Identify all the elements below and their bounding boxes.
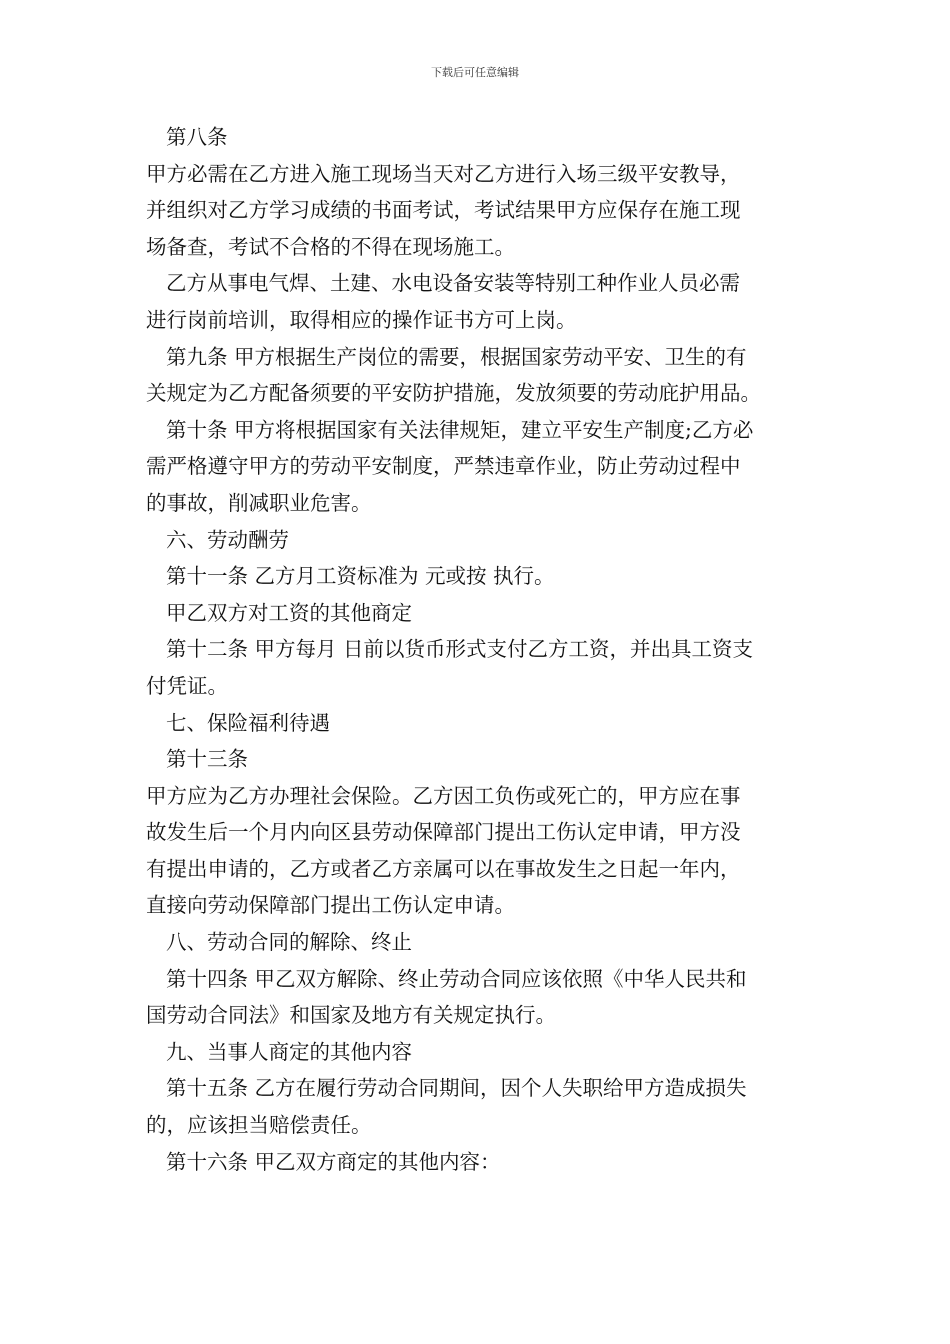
text-line: 第十五条 乙方在履行劳动合同期间，因个人失职给甲方造成损失 <box>166 1076 747 1101</box>
document-body <box>146 119 814 1180</box>
page-header: 下载后可任意编辑 <box>431 66 519 79</box>
text-line: 第十四条 甲乙双方解除、终止劳动合同应该依照《中华人民共和 <box>166 966 747 991</box>
text-line: 并组织对乙方学习成绩的书面考试，考试结果甲方应保存在施工现 <box>146 198 741 223</box>
text-line: 第八条 <box>166 125 228 149</box>
text-line: 九、当事人商定的其他内容 <box>166 1039 412 1064</box>
text-line: 国劳动合同法》和国家及地方有关规定执行。 <box>146 1003 556 1028</box>
text-line: 有提出申请的，乙方或者乙方亲属可以在事故发生之日起一年内， <box>146 856 741 881</box>
text-line: 第十六条 甲乙双方商定的其他内容： <box>166 1149 501 1174</box>
text-line: 甲方应为乙方办理社会保险。乙方因工负伤或死亡的，甲方应在事 <box>146 783 741 808</box>
text-line: 付凭证。 <box>146 673 228 698</box>
text-line: 第九条 甲方根据生产岗位的需要，根据国家劳动平安、卫生的有 <box>166 344 747 369</box>
text-line: 需严格遵守甲方的劳动平安制度，严禁违章作业，防止劳动过程中 <box>146 454 741 479</box>
text-line: 七、保险福利待遇 <box>166 710 330 735</box>
text-line: 关规定为乙方配备须要的平安防护措施，发放须要的劳动庇护用品。 <box>146 381 761 406</box>
text-line: 甲方必需在乙方进入施工现场当天对乙方进行入场三级平安教导， <box>146 161 741 186</box>
text-line: 八、劳动合同的解除、终止 <box>166 930 412 955</box>
text-line: 甲乙双方对工资的其他商定 <box>166 600 412 625</box>
text-line: 直接向劳动保障部门提出工伤认定申请。 <box>146 893 515 918</box>
text-line: 第十一条 乙方月工资标准为 元或按 执行。 <box>166 564 555 589</box>
text-line: 进行岗前培训，取得相应的操作证书方可上岗。 <box>146 307 577 332</box>
text-line: 乙方从事电气焊、土建、水电设备安装等特别工种作业人员必需 <box>166 271 740 296</box>
text-line: 第十二条 甲方每月 日前以货币形式支付乙方工资，并出具工资支 <box>166 637 754 662</box>
text-line: 场备查，考试不合格的不得在现场施工。 <box>146 234 515 259</box>
text-line: 六、劳动酬劳 <box>166 527 289 552</box>
text-line: 的，应该担当赔偿责任。 <box>146 1113 372 1138</box>
text-line: 的事故，削减职业危害。 <box>146 490 372 515</box>
text-line: 第十条 甲方将根据国家有关法律规矩，建立平安生产制度;乙方必 <box>166 417 754 442</box>
text-line: 故发生后一个月内向区县劳动保障部门提出工伤认定申请，甲方没 <box>146 820 741 845</box>
text-line: 第十三条 <box>166 747 248 772</box>
